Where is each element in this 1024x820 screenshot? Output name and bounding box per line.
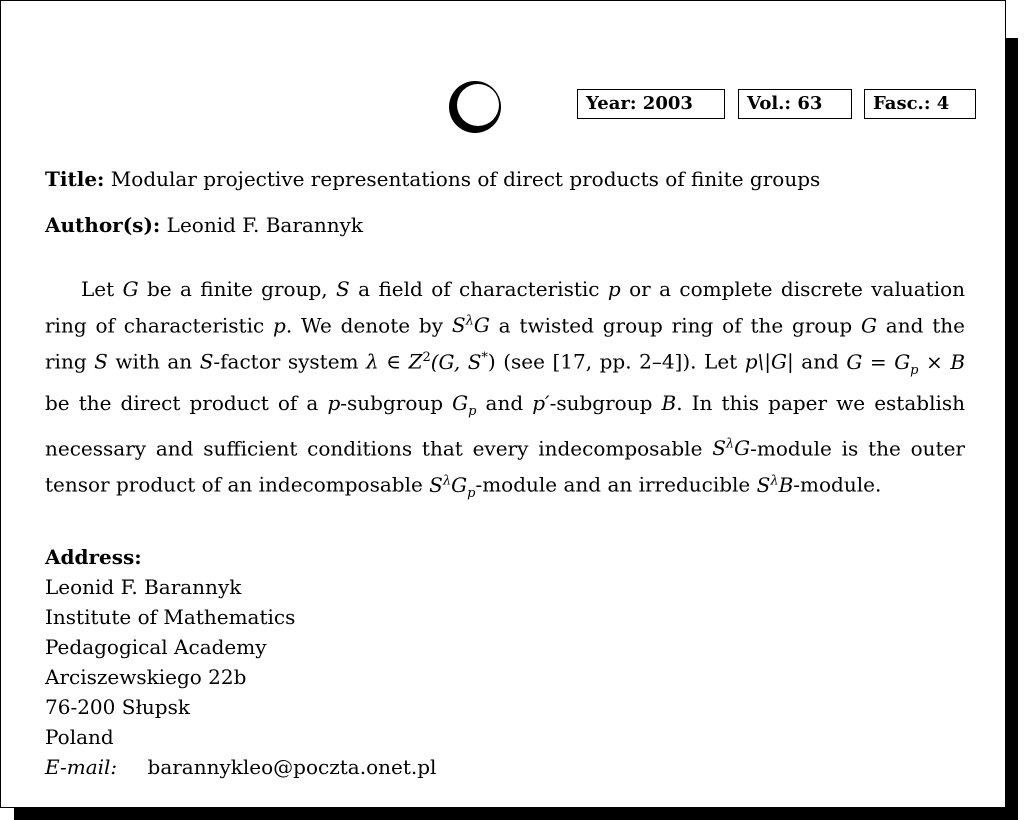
address-label: Address: [45, 545, 142, 569]
fascicle-box: Fasc.: 4 [864, 89, 976, 119]
authors-line [45, 213, 363, 237]
address-line: 76-200 Słupsk [45, 695, 190, 719]
email-address[interactable]: barannykleo@poczta.onet.pl [147, 755, 437, 779]
address-line: Arciszewskiego 22b [45, 665, 247, 689]
authors-text: Leonid F. Barannyk [166, 213, 364, 237]
address-line: Institute of Mathematics [45, 605, 296, 629]
title-line [45, 167, 820, 191]
title-text: Modular projective representations of direct products of finite groups [110, 167, 821, 191]
volume-box: Vol.: 63 [738, 89, 852, 119]
year-box: Year: 2003 [577, 89, 725, 119]
title-label: Title: [45, 167, 105, 191]
journal-logo-icon [447, 79, 503, 135]
email-label: E-mail: [45, 755, 118, 779]
authors-label: Author(s): [45, 213, 161, 237]
address-line: Leonid F. Barannyk [45, 575, 242, 599]
abstract: Let G be a finite group, S a field of characteristic p or a complete discrete valuation ring of characteristic p. We denote by $S^\lambda G$ a twisted group ring of the group G and the ring S with an S-factor system λ ∈ $Z^2(G$, S*) (see [17, pp. 2–4]). Let p\|G| and $G = G_p \times B$ be the direct product of a p-subgroup $G_p$ and p′-subgroup B. In this paper we establish necessary and sufficient conditions that every indecomposable $S^\lambda G$-module is the outer tensor product of an indecomposable $S^\lambda G_p$-module and an irreducible $S^\lambda B$-module. [45, 277, 966, 501]
page-shadow-right [1006, 38, 1018, 820]
email-line [45, 752, 436, 782]
address-block [45, 542, 436, 782]
address-line: Pedagogical Academy [45, 635, 267, 659]
page-shadow-bottom [14, 808, 1018, 820]
address-line: Poland [45, 725, 114, 749]
